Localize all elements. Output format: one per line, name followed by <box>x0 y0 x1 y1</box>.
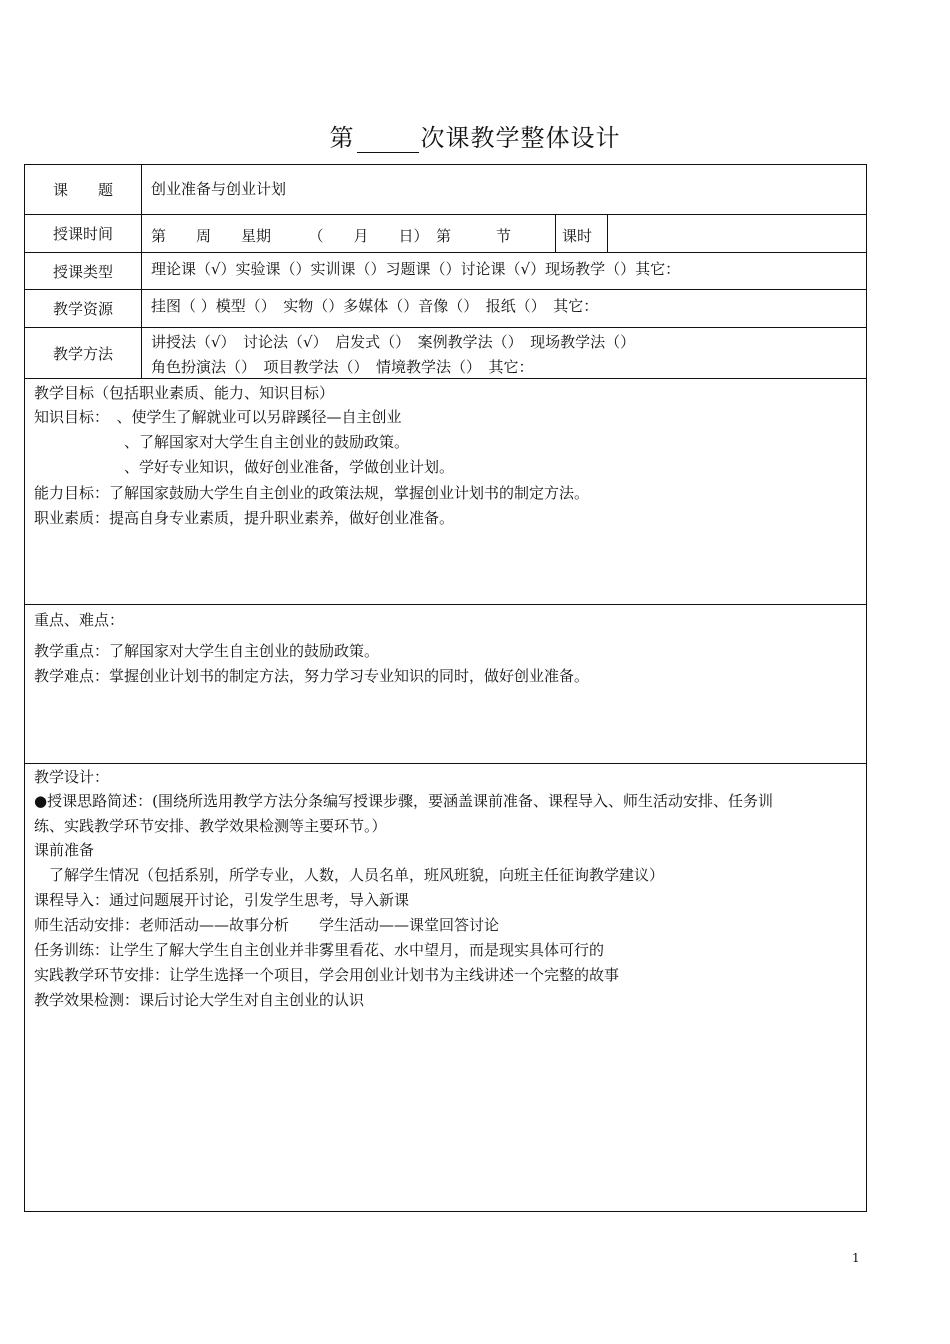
objectives-heading: 教学目标（包括职业素质、能力、知识目标） <box>34 384 335 402</box>
teaching-focus: 教学重点：了解国家对大学生自主创业的鼓励政策。 <box>34 642 380 660</box>
title-suffix: 次课教学整体设计 <box>420 124 621 152</box>
hours-label: 课时 <box>562 227 593 245</box>
resource-value: 挂图（ ）模型（） 实物（）多媒体（）音像（） 报纸（） 其它： <box>151 297 599 315</box>
method-line-2: 角色扮演法（） 项目教学法（） 情境教学法（） 其它： <box>151 358 534 376</box>
task-training: 任务训练：让学生了解大学生自主创业并非雾里看花、水中望月，而是现实具体可行的 <box>34 941 605 959</box>
row-topic <box>25 165 866 215</box>
row-resource <box>25 290 866 328</box>
method-label: 教学方法 <box>25 328 142 378</box>
ability-goal: 能力目标：了解国家鼓励大学生自主创业的政策法规，掌握创业计划书的制定方法。 <box>34 484 590 502</box>
design-idea-line-1: ●授课思路简述：(围绕所选用教学方法分条编写授课步骤，要涵盖课前准备、课程导入、师生活动安排、任务训 <box>34 792 773 810</box>
section-design <box>25 764 866 1211</box>
class-activity: 师生活动安排：老师活动——故事分析 学生活动——课堂回答讨论 <box>34 916 500 934</box>
section-objectives <box>25 379 866 605</box>
prep-heading: 课前准备 <box>34 841 95 859</box>
knowledge-goal-3: 、学好专业知识，做好创业准备，学做创业计划。 <box>34 458 455 476</box>
design-heading: 教学设计： <box>34 768 110 786</box>
course-intro: 课程导入：通过问题展开讨论，引发学生思考，导入新课 <box>34 891 410 909</box>
effect-evaluation: 教学效果检测：课后讨论大学生对自主创业的认识 <box>34 991 365 1009</box>
topic-value: 创业准备与创业计划 <box>151 180 287 198</box>
resource-label: 教学资源 <box>25 290 142 327</box>
design-idea-line-2: 练、实践教学环节安排、教学效果检测等主要环节。） <box>34 817 387 835</box>
type-label: 授课类型 <box>25 253 142 289</box>
knowledge-goal-1: 知识目标： 、使学生了解就业可以另辟蹊径—自主创业 <box>34 408 402 426</box>
title-prefix: 第 <box>329 124 355 152</box>
hours-divider <box>607 215 608 252</box>
page-title <box>0 118 950 153</box>
prep-detail: 了解学生情况（包括系别，所学专业，人数，人员名单，班风班貌，向班主任征询教学建议） <box>34 866 665 884</box>
row-type <box>25 253 866 290</box>
quality-goal: 职业素质：提高自身专业素质，提升职业素养，做好创业准备。 <box>34 509 455 527</box>
page-number: 1 <box>852 1251 860 1265</box>
time-divider <box>555 215 556 252</box>
time-value: 第 周 星期 （ 月 日） 第 节 <box>151 227 512 245</box>
lesson-plan-table <box>24 164 867 1212</box>
practice-arrangement: 实践教学环节安排：让学生选择一个项目，学会用创业计划书为主线讲述一个完整的故事 <box>34 966 620 984</box>
teaching-difficulty: 教学难点：掌握创业计划书的制定方法，努力学习专业知识的同时，做好创业准备。 <box>34 667 590 685</box>
type-value: 理论课（√）实验课（）实训课（）习题课（）讨论课（√）现场教学（）其它： <box>151 260 681 278</box>
row-time <box>25 215 866 253</box>
topic-label: 课 题 <box>25 165 142 214</box>
lesson-number-blank <box>357 126 419 153</box>
keypoints-heading: 重点、难点： <box>34 611 125 629</box>
section-keypoints <box>25 605 866 764</box>
method-line-1: 讲授法（√） 讨论法（√） 启发式（） 案例教学法（） 现场教学法（） <box>151 333 636 351</box>
knowledge-goal-2: 、了解国家对大学生自主创业的鼓励政策。 <box>34 433 410 451</box>
time-label: 授课时间 <box>25 215 142 252</box>
row-method <box>25 328 866 379</box>
